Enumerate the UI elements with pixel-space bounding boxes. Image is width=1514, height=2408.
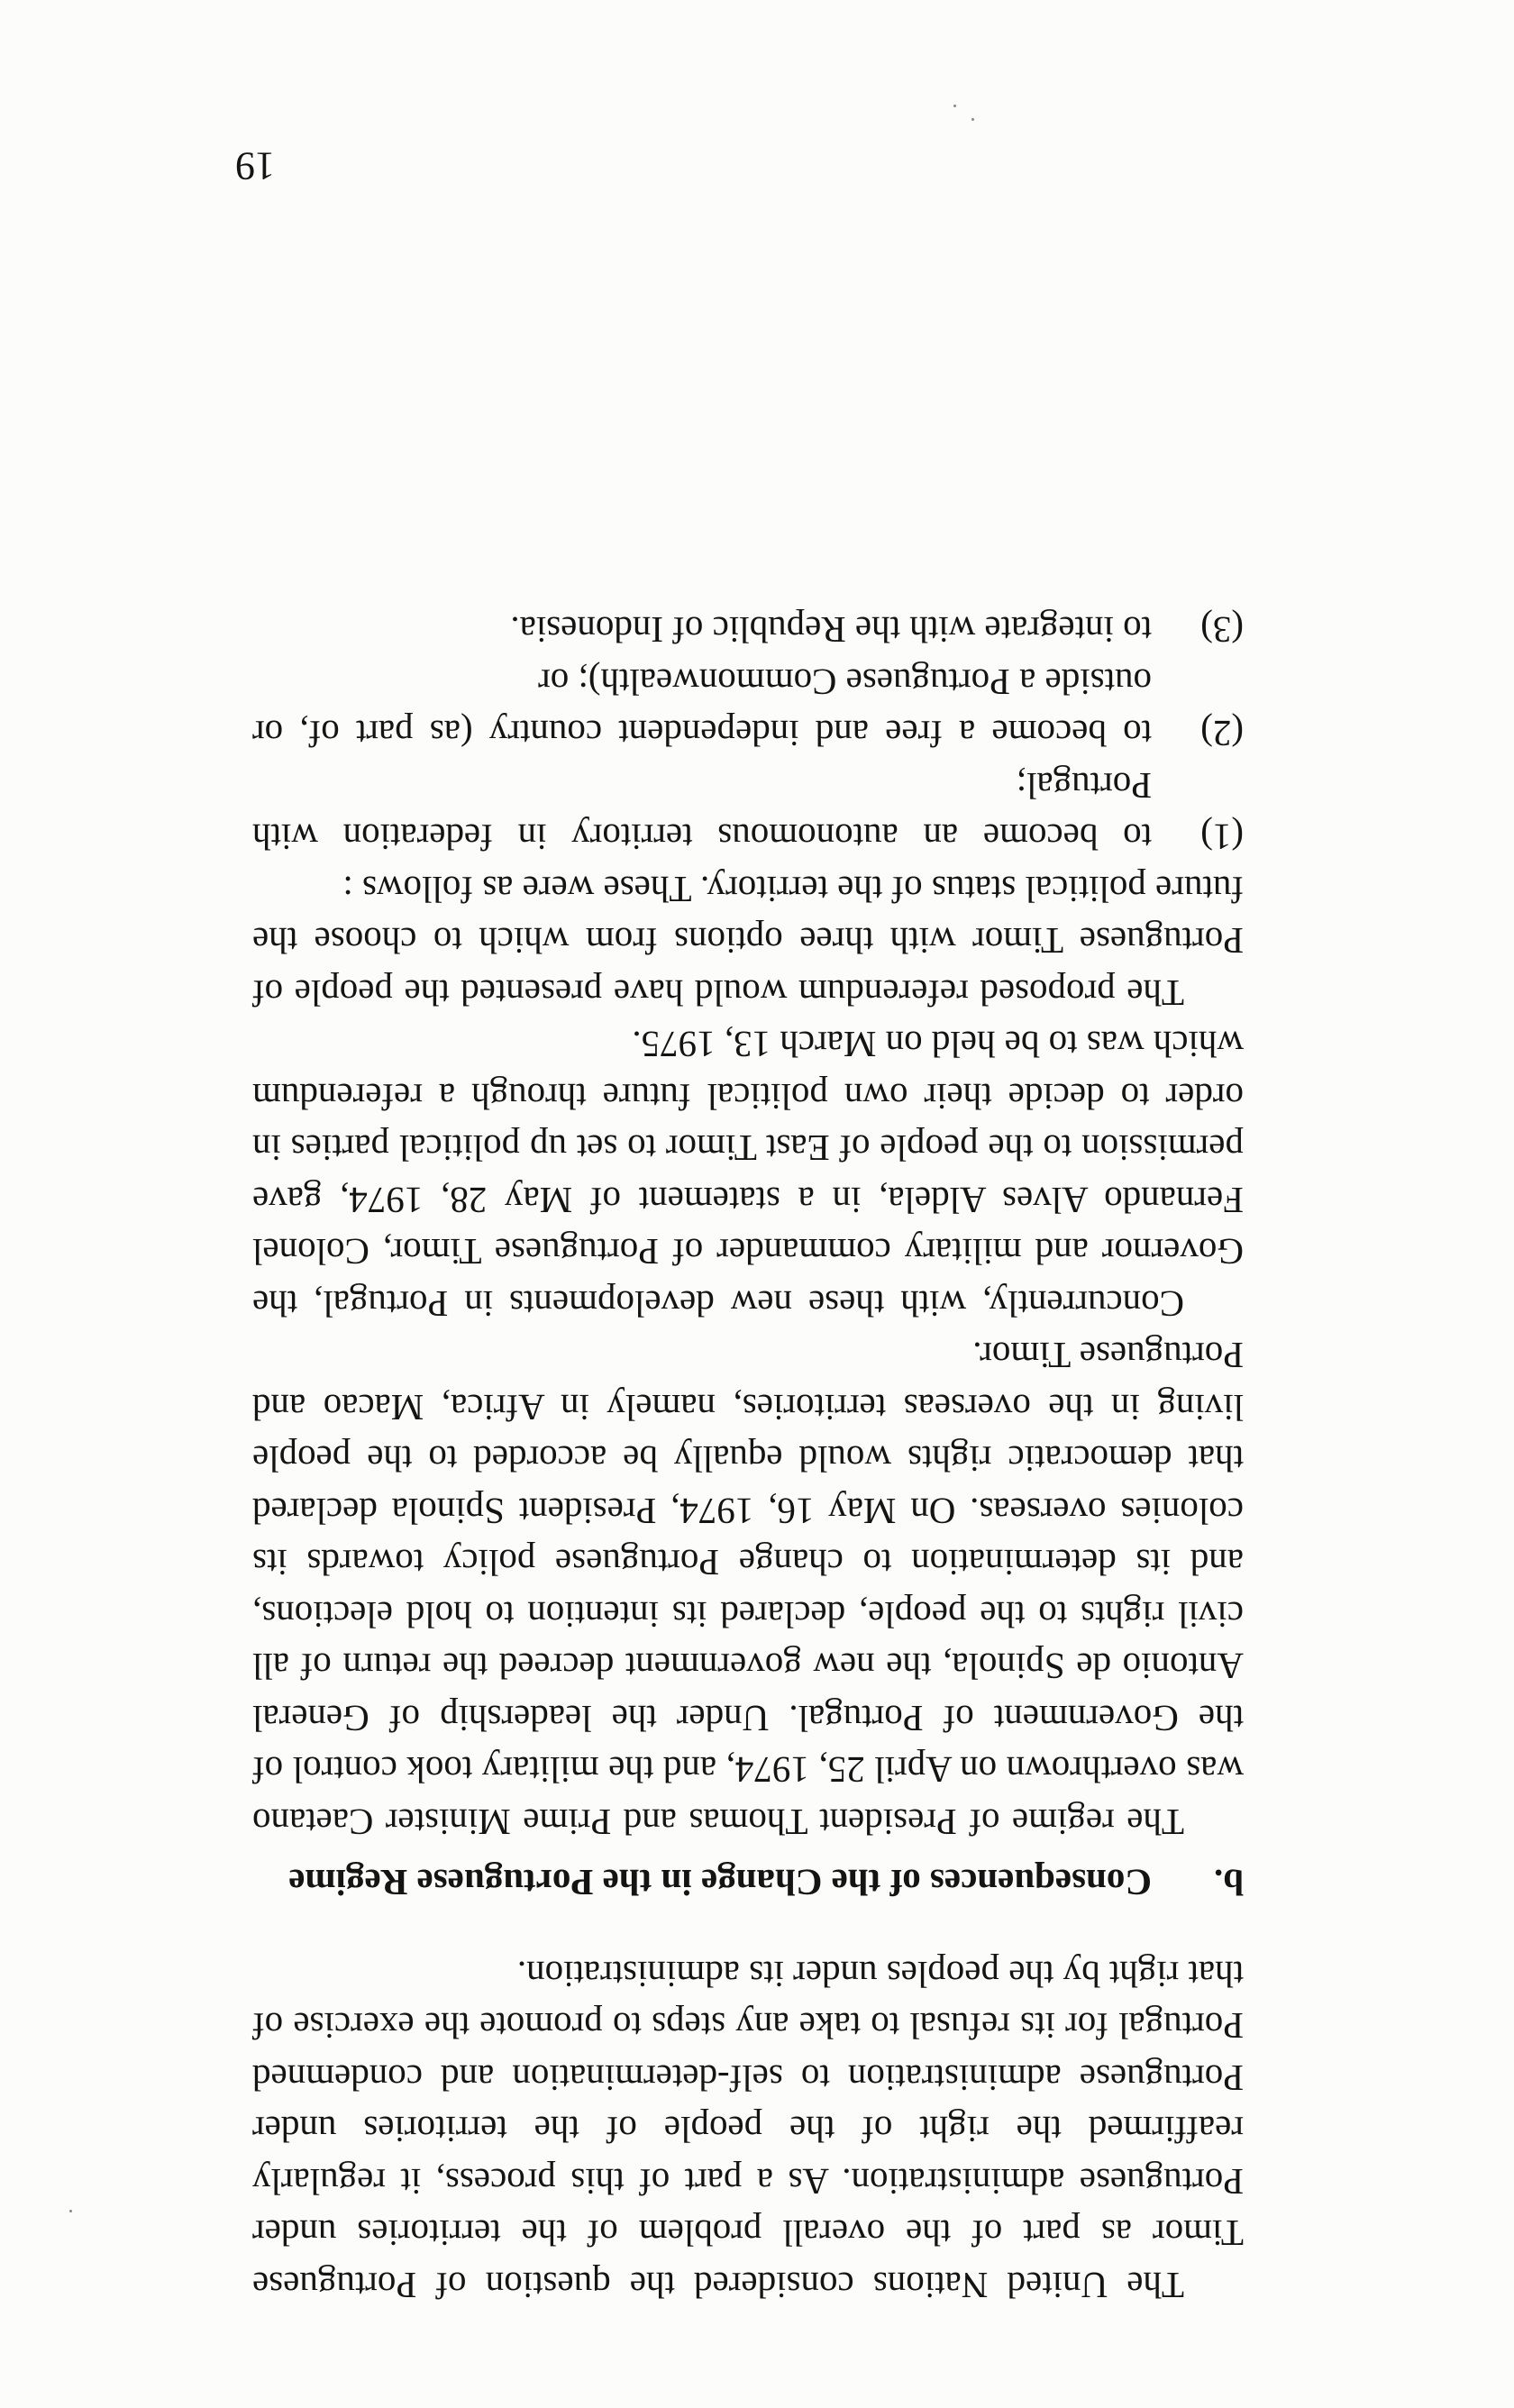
scan-speck bbox=[69, 2210, 72, 2212]
option-number: (3) bbox=[1200, 609, 1244, 652]
scan-speck bbox=[971, 118, 974, 121]
option-text: to become an autonomous territory in federation with Portugal; bbox=[252, 765, 1152, 859]
option-number: (2) bbox=[1200, 713, 1244, 755]
option-text: to become a free and independent country (as part of, or outside a Portuguese Commonwealth); or bbox=[252, 661, 1152, 755]
page-number: 19 bbox=[235, 144, 275, 188]
intro-paragraph: The United Nations considered the question of Portuguese Timor as part of the overall problem of the territories under Portuguese administration. As a part of this process, it regularly reaffirmed the right of the people of the territories under Portuguese administration to self-determination and condemned Portugal for its refusal to take any steps to promote the exercise of that right by the peoples under its administration. bbox=[252, 1954, 1244, 2306]
paragraph-regime-change: The regime of President Thomas and Prime Minister Caetano was overthrown on April 25, 1974, and the military took control of the Government of Portugal. Under the leadership of General Antonio de Spinola, the new government decreed the return of all civil rights to the people, declared its intention to hold elections, and its determination to change Portuguese policy towards its colonies overseas. On May 16, 1974, President Spinola declared that democratic rights would equally be accorded to the people living in the overseas territories, namely in Africa, Macao and Portuguese Timor. bbox=[252, 1335, 1244, 1843]
option-text: to integrate with the Republic of Indonesia. bbox=[510, 609, 1152, 652]
section-heading bbox=[252, 1856, 1244, 1909]
text-column bbox=[252, 604, 1244, 2311]
paragraph-referendum-options: The proposed referendum would have presented the people of Portuguese Timor with three options from which to choose the future political status of the territory. These were as follows : bbox=[252, 869, 1244, 1014]
section-letter: b. bbox=[1213, 1862, 1244, 1904]
section-heading-text: Consequences of the Change in the Portuguese Regime bbox=[288, 1862, 1152, 1904]
paragraph-governor-statement: Concurrently, with these new developments in Portugal, the Governor and military commander of Portuguese Timor, Colonel Fernando Alves Aldela, in a statement of May 28, 1974, gave permission to the people of East Timor to set up political parties in order to decide their own political future through a referendum which was to be held on March 13, 1975. bbox=[252, 1024, 1244, 1325]
option-number: (1) bbox=[1200, 816, 1244, 859]
option-item bbox=[252, 760, 1244, 863]
scan-speck bbox=[953, 105, 956, 107]
option-item bbox=[252, 604, 1244, 656]
option-item bbox=[252, 656, 1244, 760]
